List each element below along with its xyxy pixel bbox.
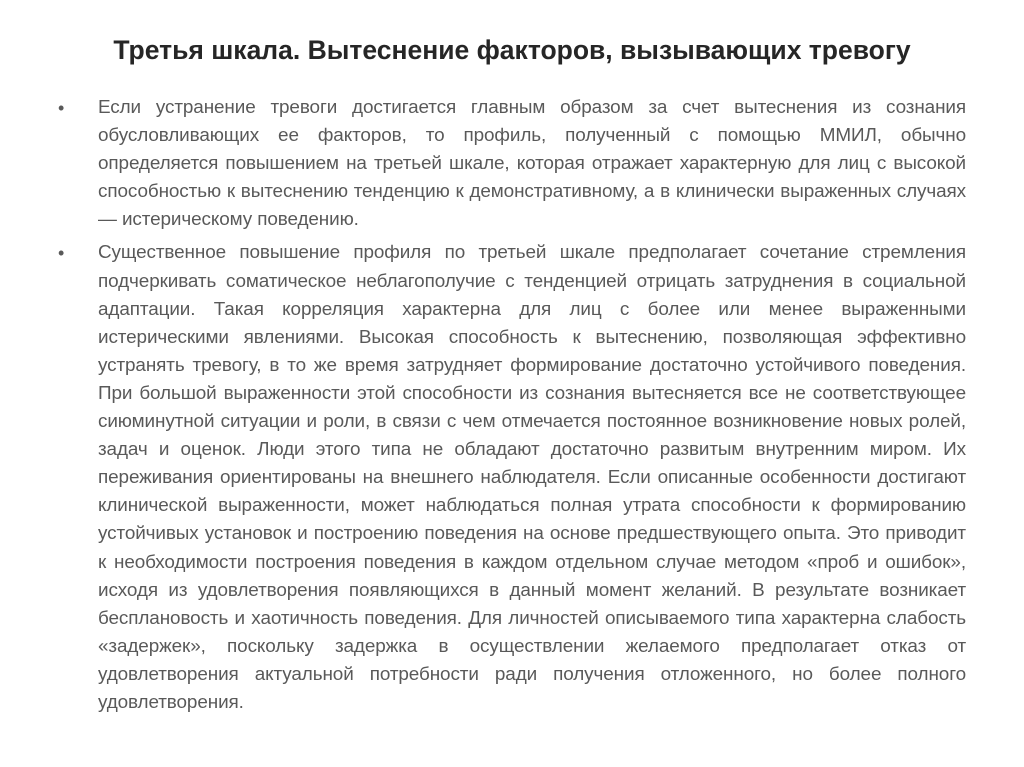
bullet-dot-icon: • — [58, 98, 65, 118]
bullet-list — [58, 94, 966, 722]
bullet-item — [58, 94, 966, 234]
bullet-text: Если устранение тревоги достигается главным образом за счет вытеснения из сознания обусловливающих ее факторов, то профиль, полученный с помощью ММИЛ, обычно определяется повышением на третьей шкале, которая отражает характерную для лиц с высокой способностью к вытеснению тенденцию к демонстративному, а в клинически выраженных случаях — истерическому поведению. — [98, 97, 966, 231]
bullet-text: Существенное повышение профиля по третьей шкале предполагает сочетание стремления подчеркивать соматическое неблагополучие с тенденцией отрицать затруднения в социальной адаптации. Такая корреляция характерна для лиц с более или менее выраженными истерическими явлениями. Высокая способность к вытеснению, позволяющая эффективно устранять тревогу, в то же время затрудняет формирование достаточно устойчивого поведения. При большой выраженности этой способности из сознания вытесняется все не соответствующее сиюминутной ситуации и роли, в связи с чем отмечается постоянное возникновение новых ролей, задач и оценок. Люди этого типа не обладают достаточно развитым внутренним миром. Их переживания ориентированы на внешнего наблюдателя. Если описанные особенности достигают клинической выраженности, может наблюдаться полная утрата способности к формированию устойчивых установок и построению поведения на основе предшествующего опыта. Это приводит к необходимости построения поведения в каждом отдельном случае методом «проб и ошибок», исходя из удовлетворения появляющихся в данный момент желаний. В результате возникает бесплановость и хаотичность поведения. Для личностей описываемого типа характерна слабость «задержек», поскольку задержка в осуществлении желаемого предполагает отказ от удовлетворения актуальной потребности ради получения отложенного, но более полного удовлетворения. — [98, 242, 966, 713]
bullet-item — [58, 239, 966, 717]
slide-title: Третья шкала. Вытеснение факторов, вызывающих тревогу — [113, 35, 911, 65]
bullet-dot-icon: • — [58, 243, 65, 264]
